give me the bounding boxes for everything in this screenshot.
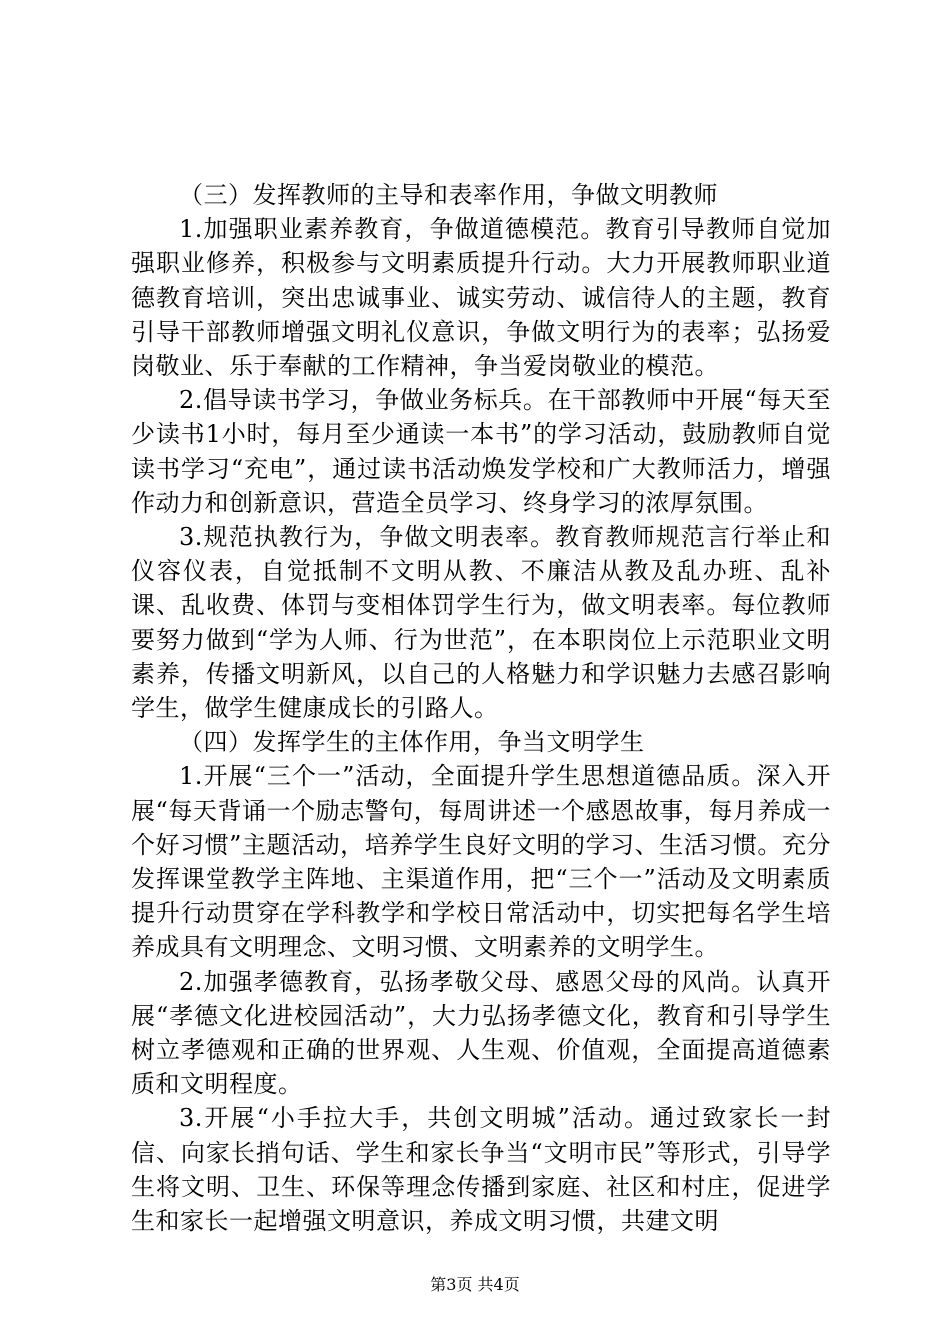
section-heading-4: （四）发挥学生的主体作用，争当文明学生 bbox=[179, 728, 645, 757]
paragraph: 1.开展“三个一”活动，全面提升学生思想道德品质。深入开展“每天背诵一个励志警句，每周讲述一个感恩故事，每月养成一个好习惯”主题活动，培养学生良好文明的学习、生活习惯。充分发挥课堂教学主阵地、主渠道作用，把“三个一”活动及文明素质提升行动贯穿在学科教学和学校日常活动中，切实把每名学生培养成具有文明理念、文明习惯、文明素养的文明学生。 bbox=[131, 762, 831, 962]
paragraph: 2.加强孝德教育，弘扬孝敬父母、感恩父母的风尚。认真开展“孝德文化进校园活动”，大力弘扬孝德文化，教育和引导学生树立孝德观和正确的世界观、人生观、价值观，全面提高道德素质和文明程度。 bbox=[131, 967, 831, 1099]
page-footer: 第3页 共4页 bbox=[430, 1275, 520, 1294]
paragraph: 2.倡导读书学习，争做业务标兵。在干部教师中开展“每天至少读书1小时，每月至少通读一本书”的学习活动，鼓励教师自觉读书学习“充电”，通过读书活动焕发学校和广大教师活力，增强作动力和创新意识，营造全员学习、终身学习的浓厚氛围。 bbox=[131, 386, 831, 517]
section-heading-3: （三）发挥教师的主导和表率作用，争做文明教师 bbox=[179, 181, 718, 209]
document-body bbox=[131, 178, 831, 1238]
paragraph: 3.规范执教行为，争做文明表率。教育教师规范言行举止和仪容仪表，自觉抵制不文明从教、不廉洁从教及乱办班、乱补课、乱收费、体罚与变相体罚学生行为，做文明表率。每位教师要努力做到“学为人师、行为世范”，在本职岗位上示范职业文明素养，传播文明新风，以自己的人格魅力和学识魅力去感召影响学生，做学生健康成长的引路人。 bbox=[131, 523, 831, 723]
paragraph: 1.加强职业素养教育，争做道德模范。教育引导教师自觉加强职业修养，积极参与文明素质提升行动。大力开展教师职业道德教育培训，突出忠诚事业、诚实劳动、诚信待人的主题，教育引导干部教师增强文明礼仪意识，争做文明行为的表率；弘扬爱岗敬业、乐于奉献的工作精神，争当爱岗敬业的模范。 bbox=[131, 215, 831, 381]
paragraph: 3.开展“小手拉大手，共创文明城”活动。通过致家长一封信、向家长捎句话、学生和家长争当“文明市民”等形式，引导学生将文明、卫生、环保等理念传播到家庭、社区和村庄，促进学生和家长一起增强文明意识，养成文明习惯，共建文明 bbox=[131, 1104, 831, 1236]
